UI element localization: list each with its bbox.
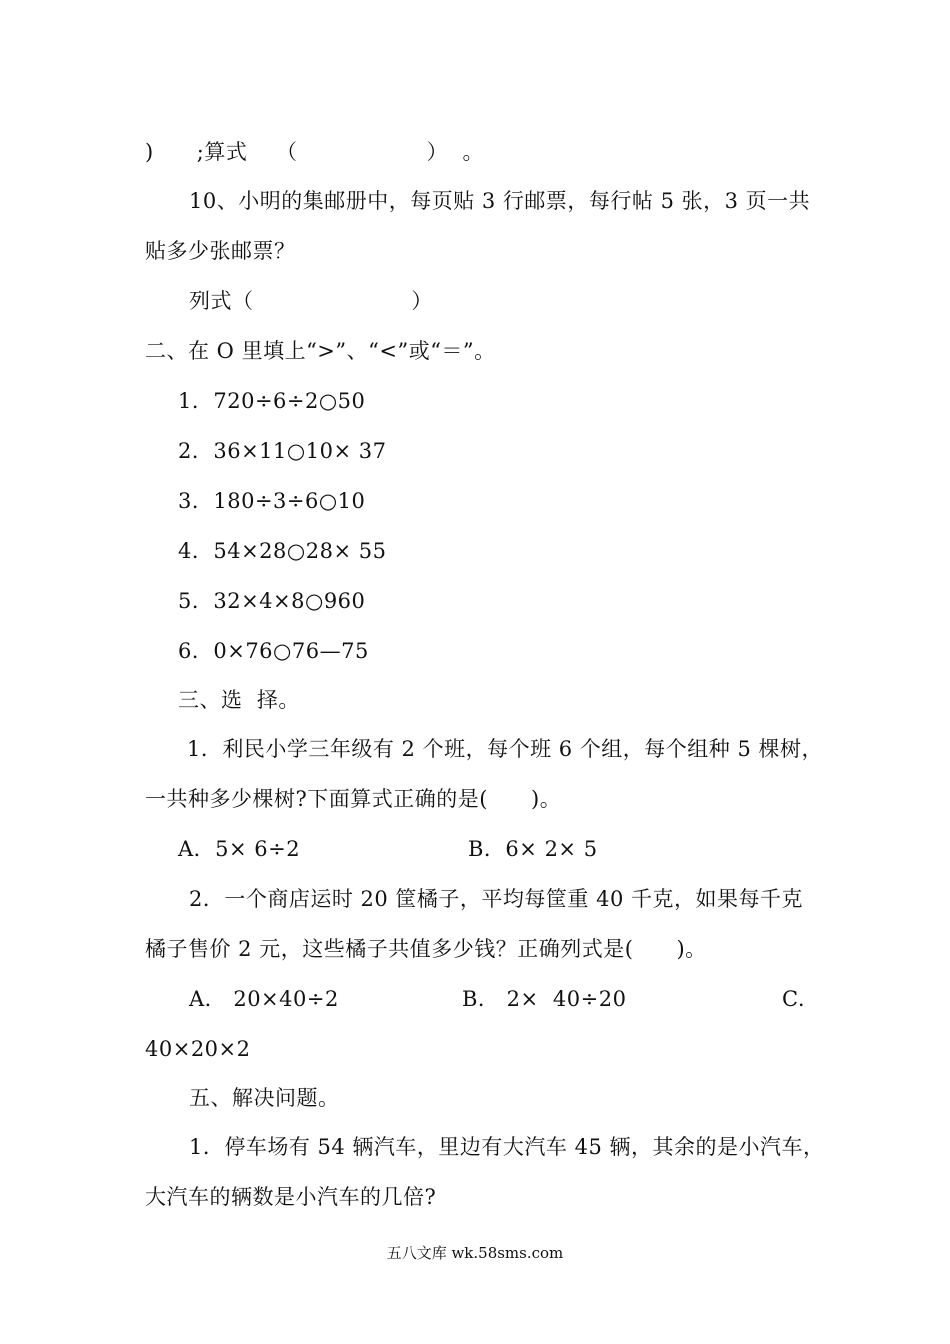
- problem-1-line-1: 1．停车场有 54 辆汽车，里边有大汽车 45 辆，其余的是小汽车，: [189, 1135, 825, 1159]
- compare-item-2: 2．36×11○10× 37: [178, 439, 387, 463]
- compare-item-6: 6．0×76○76—75: [178, 639, 369, 663]
- problem-1-line-2: 大汽车的辆数是小汽车的几倍?: [145, 1185, 437, 1209]
- question-10-line-1: 10、小明的集邮册中，每页贴 3 行邮票，每行帖 5 张，3 页一共: [189, 189, 811, 213]
- compare-item-4: 4．54×28○28× 55: [178, 539, 387, 563]
- choice-1-option-b: B．6× 2× 5: [468, 837, 598, 861]
- choice-1-option-a: A．5× 6÷2: [178, 837, 301, 861]
- choice-2-option-b: B． 2× 40÷20: [462, 987, 627, 1011]
- compare-item-1: 1．720÷6÷2○50: [178, 389, 366, 413]
- choice-2-option-c-expression: 40×20×2: [145, 1037, 251, 1061]
- footer-watermark: 五八文库 wk.58sms.com: [386, 1244, 564, 1262]
- section-2-heading: 二、在 O 里填上“>”、“<”或“＝”。: [145, 339, 496, 363]
- question-10-formula: 列式（ ）: [189, 289, 433, 313]
- compare-item-3: 3．180÷3÷6○10: [178, 489, 366, 513]
- choice-2-option-a: A． 20×40÷2: [189, 987, 339, 1011]
- section-5-heading: 五、解决问题。: [189, 1086, 340, 1110]
- section-3-heading: 三、选 择。: [178, 688, 300, 712]
- choice-question-2-line-2: 橘子售价 2 元，这些橘子共值多少钱？正确列式是( )。: [145, 937, 707, 961]
- choice-question-2-line-1: 2．一个商店运时 20 筐橘子，平均每筐重 40 千克，如果每千克: [189, 887, 804, 911]
- choice-question-1-line-2: 一共种多少棵树?下面算式正确的是( )。: [145, 787, 562, 811]
- compare-item-5: 5．32×4×8○960: [178, 589, 366, 613]
- question-10-line-2: 贴多少张邮票？: [145, 239, 296, 263]
- text-line-formula-answer: ) ;算式 （ ） 。: [145, 140, 485, 164]
- choice-2-option-c-label: C.: [782, 987, 805, 1011]
- choice-question-1-line-1: 1．利民小学三年级有 2 个班，每个班 6 个组，每个组种 5 棵树，: [187, 737, 823, 761]
